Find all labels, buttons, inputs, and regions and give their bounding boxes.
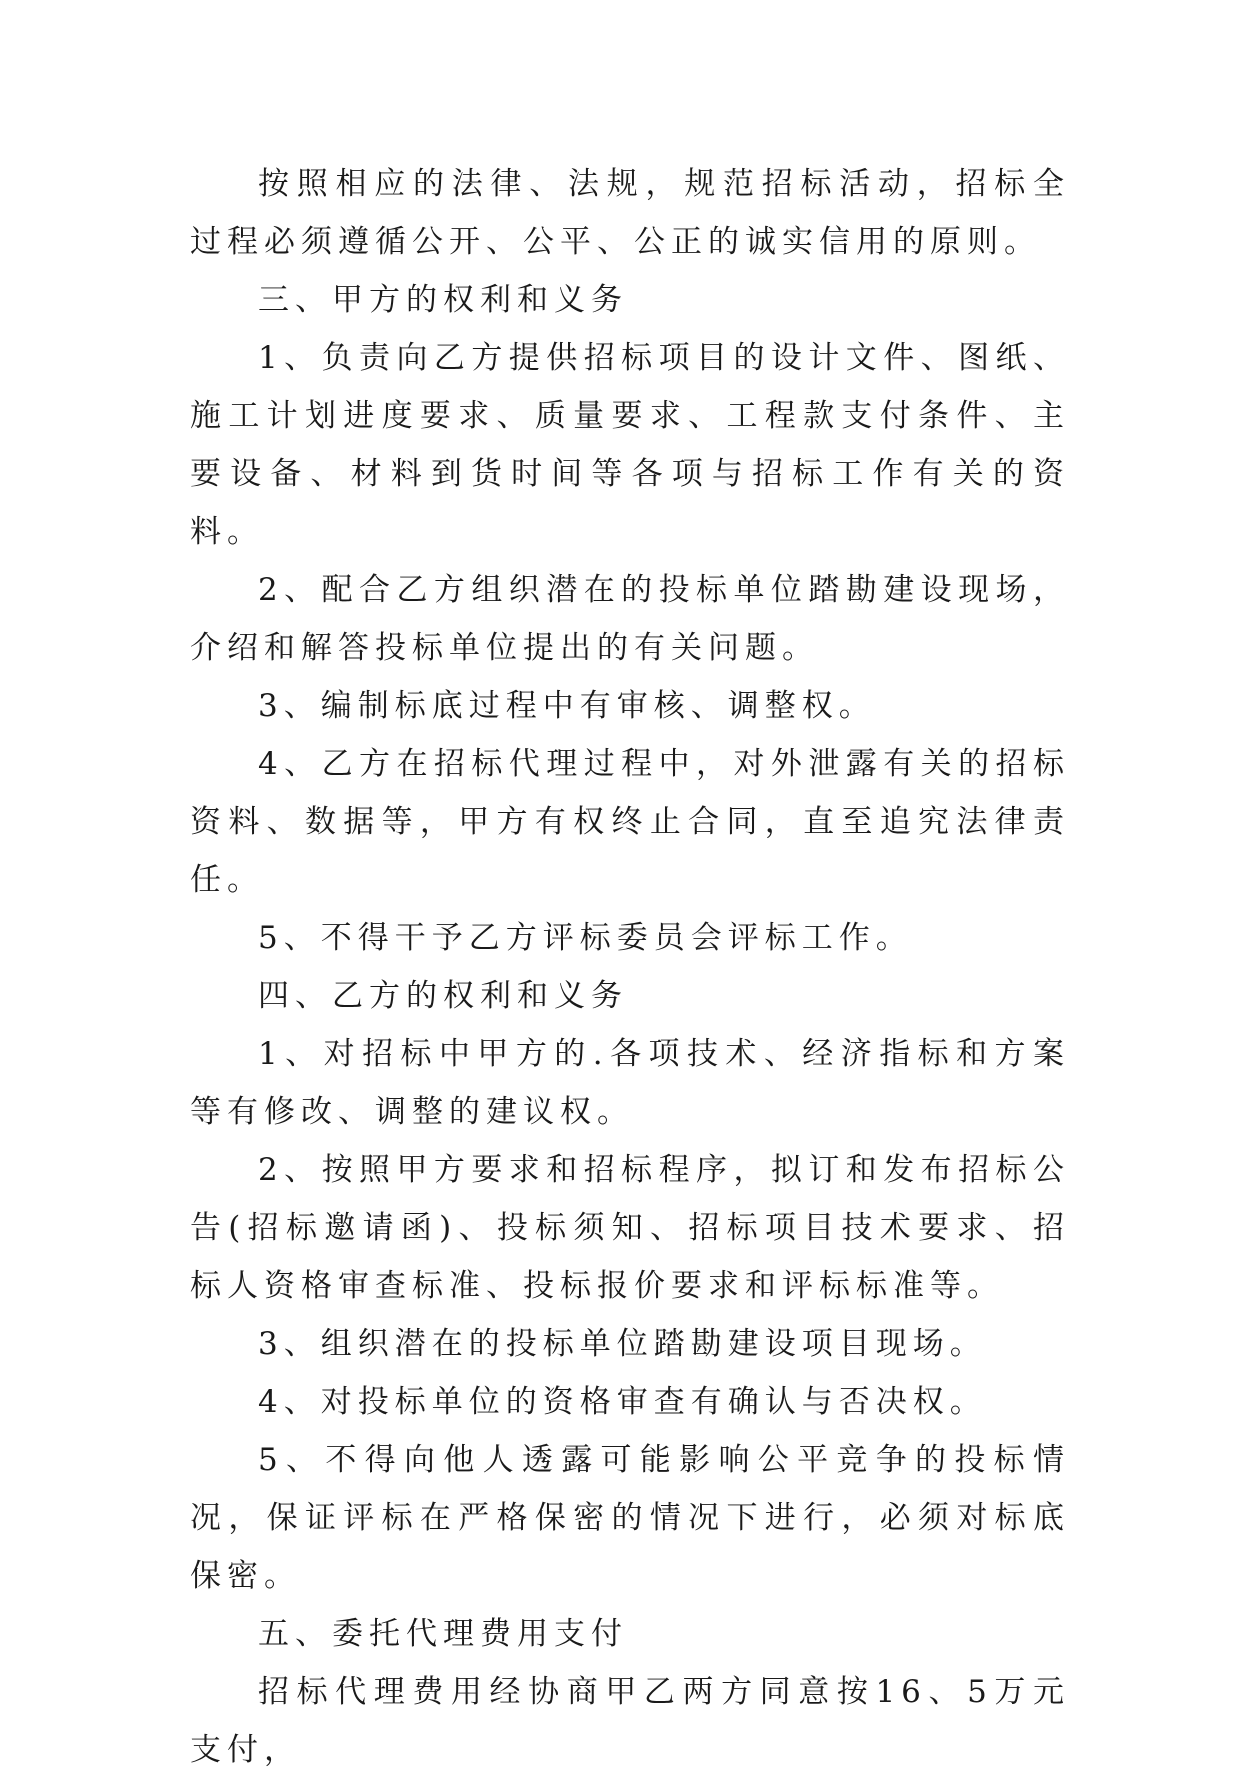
document-body: [190, 155, 1070, 1779]
paragraph-party-b-item-1: 1、对招标中甲方的.各项技术、经济指标和方案等有修改、调整的建议权。: [190, 1036, 1070, 1130]
paragraph-party-b-item-2: 2、按照甲方要求和招标程序，拟订和发布招标公告(招标邀请函)、投标须知、招标项目技术要求、招标人资格审查标准、投标报价要求和评标标准等。: [190, 1152, 1070, 1304]
paragraph-party-a-item-2: 2、配合乙方组织潜在的投标单位踏勘建设现场，介绍和解答投标单位提出的有关问题。: [190, 572, 1070, 666]
section-heading-fee-payment: 五、委托代理费用支付: [258, 1616, 628, 1652]
paragraph-party-a-item-1: 1、负责向乙方提供招标项目的设计文件、图纸、施工计划进度要求、质量要求、工程款支付条件、主要设备、材料到货时间等各项与招标工作有关的资料。: [190, 340, 1070, 550]
paragraph-party-b-item-3: 3、组织潜在的投标单位踏勘建设项目现场。: [258, 1326, 987, 1362]
paragraph-party-b-item-4: 4、对投标单位的资格审查有确认与否决权。: [258, 1384, 987, 1420]
paragraph-party-a-item-4: 4、乙方在招标代理过程中，对外泄露有关的招标资料、数据等，甲方有权终止合同，直至追究法律责任。: [190, 746, 1070, 898]
paragraph-party-b-item-5: 5、不得向他人透露可能影响公平竞争的投标情况，保证评标在严格保密的情况下进行，必须对标底保密。: [190, 1442, 1070, 1594]
paragraph-party-a-item-3: 3、编制标底过程中有审核、调整权。: [258, 688, 876, 724]
paragraph-principle: 按照相应的法律、法规，规范招标活动，招标全过程必须遵循公开、公平、公正的诚实信用的原则。: [190, 166, 1070, 260]
section-heading-party-b: 四、乙方的权利和义务: [258, 978, 628, 1014]
paragraph-fee-payment: 招标代理费用经协商甲乙两方同意按16、5万元支付，: [190, 1674, 1070, 1768]
paragraph-party-a-item-5: 5、不得干予乙方评标委员会评标工作。: [258, 920, 913, 956]
section-heading-party-a: 三、甲方的权利和义务: [258, 282, 628, 318]
